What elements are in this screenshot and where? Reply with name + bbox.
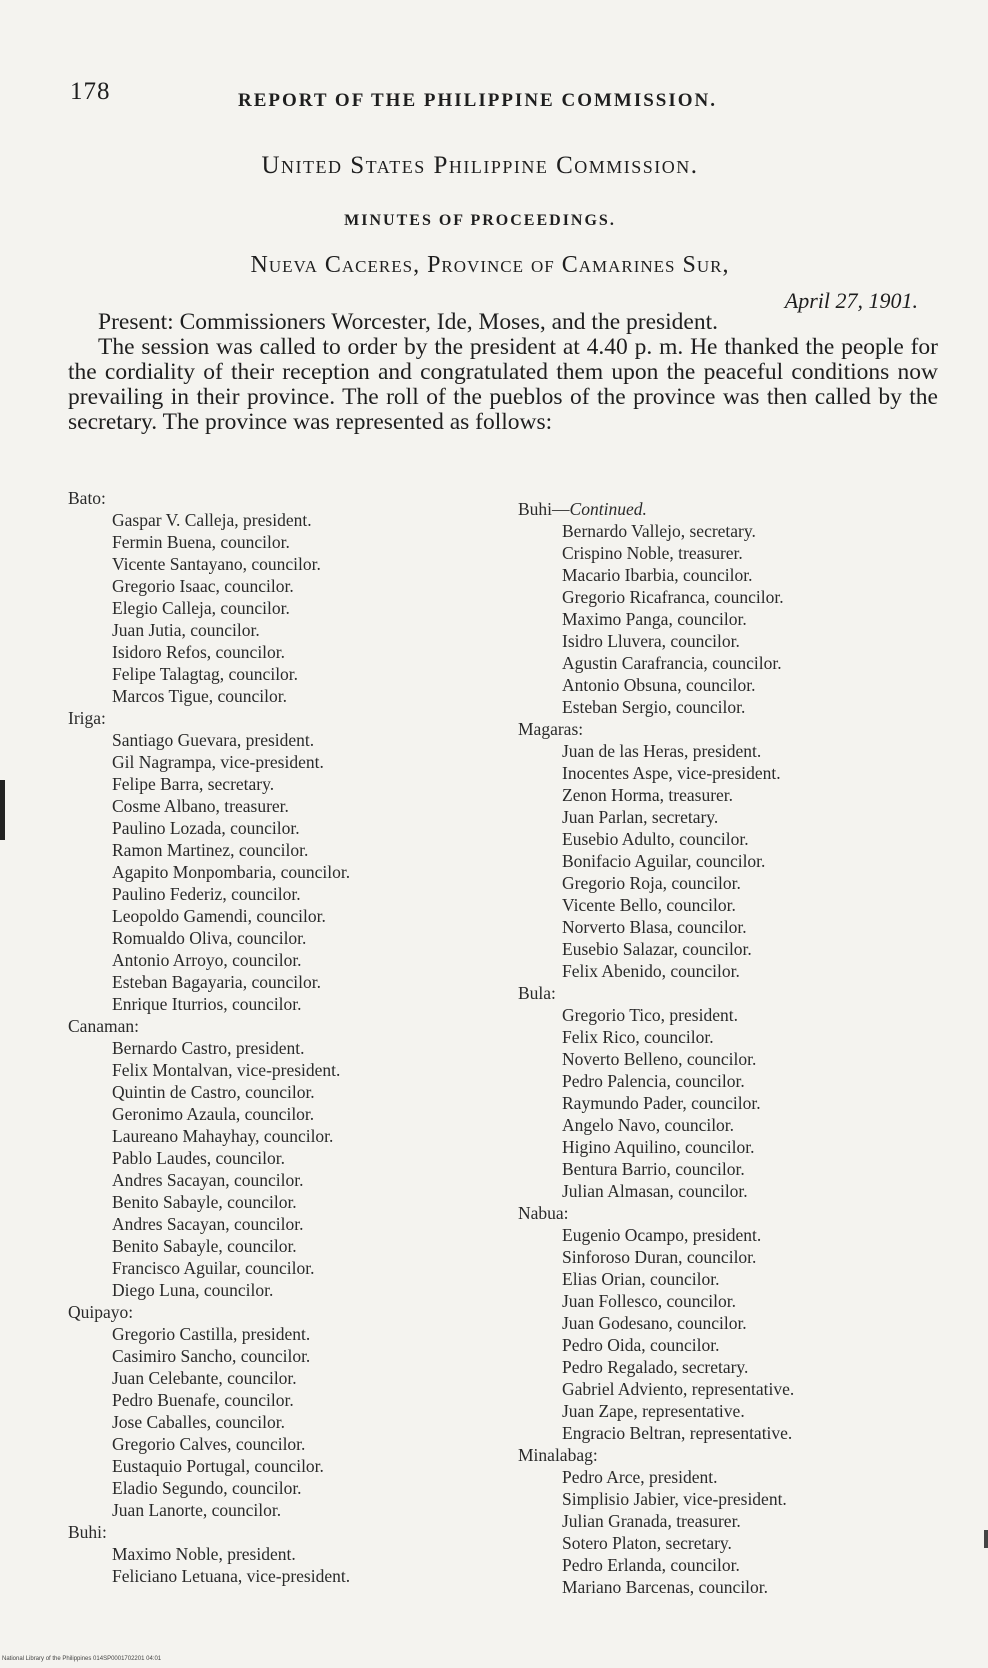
running-title: REPORT OF THE PHILIPPINE COMMISSION. [238, 90, 718, 111]
page-number: 178 [70, 78, 111, 105]
member-entry: Pedro Oida, councilor. [562, 1335, 720, 1355]
member-entry: Inocentes Aspe, vice-president. [562, 763, 781, 783]
member-entry: Norverto Blasa, councilor. [562, 917, 747, 937]
member-entry: Andres Sacayan, councilor. [112, 1214, 304, 1234]
member-entry: Pedro Arce, president. [562, 1467, 718, 1487]
member-entry: Pablo Laudes, councilor. [112, 1148, 286, 1168]
member-entry: Juan Zape, representative. [562, 1401, 745, 1421]
member-entry: Simplisio Jabier, vice-president. [562, 1489, 787, 1509]
member-entry: Higino Aquilino, councilor. [562, 1137, 755, 1157]
member-entry: Benito Sabayle, councilor. [112, 1236, 297, 1256]
member-entry: Bernardo Castro, president. [112, 1038, 305, 1058]
member-entry: Pedro Buenafe, councilor. [112, 1390, 294, 1410]
pueblo-name: Bato: [68, 488, 106, 508]
member-entry: Felipe Talagtag, councilor. [112, 664, 299, 684]
member-entry: Bentura Barrio, councilor. [562, 1159, 745, 1179]
member-entry: Benito Sabayle, councilor. [112, 1192, 297, 1212]
pueblo-group [68, 1015, 488, 1301]
member-entry: Eusebio Salazar, councilor. [562, 939, 752, 959]
member-entry: Antonio Obsuna, councilor. [562, 675, 756, 695]
member-entry: Gregorio Tico, president. [562, 1005, 738, 1025]
member-entry: Juan Celebante, councilor. [112, 1368, 297, 1388]
member-entry: Juan Parlan, secretary. [562, 807, 719, 827]
pueblo-group [518, 718, 948, 982]
member-entry: Maximo Noble, president. [112, 1544, 296, 1564]
member-entry: Jose Caballes, councilor. [112, 1412, 286, 1432]
pueblo-name: Magaras: [518, 719, 584, 739]
member-entry: Enrique Iturrios, councilor. [112, 994, 302, 1014]
pueblo-group [68, 1521, 488, 1587]
member-entry: Angelo Navo, councilor. [562, 1115, 735, 1135]
member-entry: Raymundo Pader, councilor. [562, 1093, 761, 1113]
member-entry: Diego Luna, councilor. [112, 1280, 274, 1300]
pueblo-name: Nabua: [518, 1203, 569, 1223]
pueblo-name: Bula: [518, 983, 556, 1003]
member-entry: Juan Jutia, councilor. [112, 620, 260, 640]
pueblo-group [68, 1301, 488, 1521]
member-entry: Eusebio Adulto, councilor. [562, 829, 749, 849]
member-entry: Laureano Mahayhay, councilor. [112, 1126, 334, 1146]
pueblo-name: Buhi: [68, 1522, 107, 1542]
binding-edge-mark [0, 780, 5, 840]
member-entry: Casimiro Sancho, councilor. [112, 1346, 311, 1366]
member-entry: Pedro Regalado, secretary. [562, 1357, 749, 1377]
member-entry: Eugenio Ocampo, president. [562, 1225, 762, 1245]
member-entry: Leopoldo Gamendi, councilor. [112, 906, 326, 926]
pueblo-group [68, 487, 488, 707]
pueblo-group-continued [518, 498, 948, 718]
member-entry: Gregorio Roja, councilor. [562, 873, 741, 893]
pueblo-name: Canaman: [68, 1016, 139, 1036]
member-entry: Juan Godesano, councilor. [562, 1313, 747, 1333]
member-entry: Bonifacio Aguilar, councilor. [562, 851, 766, 871]
scan-credit: National Library of the Philippines 014SP0001702201 04:01 [2, 1656, 162, 1662]
member-entry: Elegio Calleja, councilor. [112, 598, 290, 618]
scan-edge-mark [984, 1530, 988, 1548]
member-entry: Juan de las Heras, president. [562, 741, 762, 761]
member-entry: Vicente Santayano, councilor. [112, 554, 321, 574]
member-entry: Noverto Belleno, councilor. [562, 1049, 757, 1069]
member-entry: Julian Granada, treasurer. [562, 1511, 741, 1531]
member-entry: Mariano Barcenas, councilor. [562, 1577, 769, 1597]
member-entry: Ramon Martinez, councilor. [112, 840, 309, 860]
pueblo-name: Iriga: [68, 708, 106, 728]
member-entry: Sinforoso Duran, councilor. [562, 1247, 757, 1267]
member-list [518, 520, 948, 718]
pueblo-group [68, 707, 488, 1015]
member-entry: Felix Abenido, councilor. [562, 961, 740, 981]
member-entry: Sotero Platon, secretary. [562, 1533, 732, 1553]
member-entry: Gaspar V. Calleja, president. [112, 510, 312, 530]
member-entry: Marcos Tigue, councilor. [112, 686, 287, 706]
session-date: April 27, 1901. [784, 288, 918, 313]
member-entry: Gil Nagrampa, vice-president. [112, 752, 324, 772]
member-entry: Gregorio Isaac, councilor. [112, 576, 294, 596]
member-entry: Juan Follesco, councilor. [562, 1291, 737, 1311]
member-entry: Macario Ibarbia, councilor. [562, 565, 753, 585]
member-entry: Gabriel Adviento, representative. [562, 1379, 795, 1399]
member-entry: Isidro Lluvera, councilor. [562, 631, 740, 651]
member-entry: Esteban Bagayaria, councilor. [112, 972, 321, 992]
member-entry: Pedro Palencia, councilor. [562, 1071, 745, 1091]
continued-pueblo-name: Buhi— [518, 499, 570, 519]
member-entry: Engracio Beltran, representative. [562, 1423, 793, 1443]
minutes-title: MINUTES OF PROCEEDINGS. [344, 212, 616, 229]
pueblo-name: Quipayo: [68, 1302, 134, 1322]
pueblo-group [518, 1202, 948, 1444]
member-entry: Gregorio Ricafranca, councilor. [562, 587, 784, 607]
member-entry: Zenon Horma, treasurer. [562, 785, 734, 805]
right-column [518, 498, 948, 1598]
member-entry: Crispino Noble, treasurer. [562, 543, 743, 563]
place-heading: Nueva Caceres, Province of Camarines Sur, [250, 252, 730, 278]
member-entry: Eladio Segundo, councilor. [112, 1478, 302, 1498]
pueblo-group [518, 1444, 948, 1598]
member-entry: Agustin Carafrancia, councilor. [562, 653, 782, 673]
member-entry: Cosme Albano, treasurer. [112, 796, 289, 816]
session-paragraph: The session was called to order by the president at 4.40 p. m. He thanked the people for the cordiality of their reception and congratulated them upon the peaceful conditions now prevailing in their province. The roll of the pueblos of the province was then called by the secretary. The province was represented as follows: [68, 334, 938, 435]
present-line: Present: Commissioners Worcester, Ide, Moses, and the president. [98, 309, 719, 335]
continued-label: Continued. [569, 499, 647, 519]
member-entry: Isidoro Refos, councilor. [112, 642, 286, 662]
member-entry: Vicente Bello, councilor. [562, 895, 736, 915]
member-entry: Felix Montalvan, vice-president. [112, 1060, 341, 1080]
member-entry: Francisco Aguilar, councilor. [112, 1258, 315, 1278]
member-entry: Elias Orian, councilor. [562, 1269, 720, 1289]
member-entry: Pedro Erlanda, councilor. [562, 1555, 740, 1575]
pueblo-name: Minalabag: [518, 1445, 598, 1465]
member-entry: Quintin de Castro, councilor. [112, 1082, 315, 1102]
member-entry: Paulino Lozada, councilor. [112, 818, 300, 838]
member-entry: Bernardo Vallejo, secretary. [562, 521, 756, 541]
member-entry: Paulino Federiz, councilor. [112, 884, 301, 904]
pueblo-name [518, 498, 948, 520]
pueblo-group [518, 982, 948, 1202]
member-entry: Gregorio Calves, councilor. [112, 1434, 306, 1454]
member-entry: Fermin Buena, councilor. [112, 532, 290, 552]
member-entry: Agapito Monpombaria, councilor. [112, 862, 351, 882]
member-entry: Juan Lanorte, councilor. [112, 1500, 282, 1520]
right-groups [518, 718, 948, 1598]
member-entry: Santiago Guevara, president. [112, 730, 315, 750]
member-entry: Geronimo Azaula, councilor. [112, 1104, 315, 1124]
left-column [68, 487, 488, 1587]
member-entry: Felix Rico, councilor. [562, 1027, 714, 1047]
member-entry: Eustaquio Portugal, councilor. [112, 1456, 324, 1476]
intro-paragraphs [68, 310, 938, 435]
member-entry: Maximo Panga, councilor. [562, 609, 747, 629]
member-entry: Feliciano Letuana, vice-president. [112, 1566, 351, 1586]
member-entry: Antonio Arroyo, councilor. [112, 950, 302, 970]
commission-title: United States Philippine Commission. [261, 152, 699, 179]
member-entry: Andres Sacayan, councilor. [112, 1170, 304, 1190]
member-entry: Gregorio Castilla, president. [112, 1324, 311, 1344]
member-entry: Felipe Barra, secretary. [112, 774, 275, 794]
member-entry: Julian Almasan, councilor. [562, 1181, 748, 1201]
member-entry: Romualdo Oliva, councilor. [112, 928, 307, 948]
member-entry: Esteban Sergio, councilor. [562, 697, 746, 717]
